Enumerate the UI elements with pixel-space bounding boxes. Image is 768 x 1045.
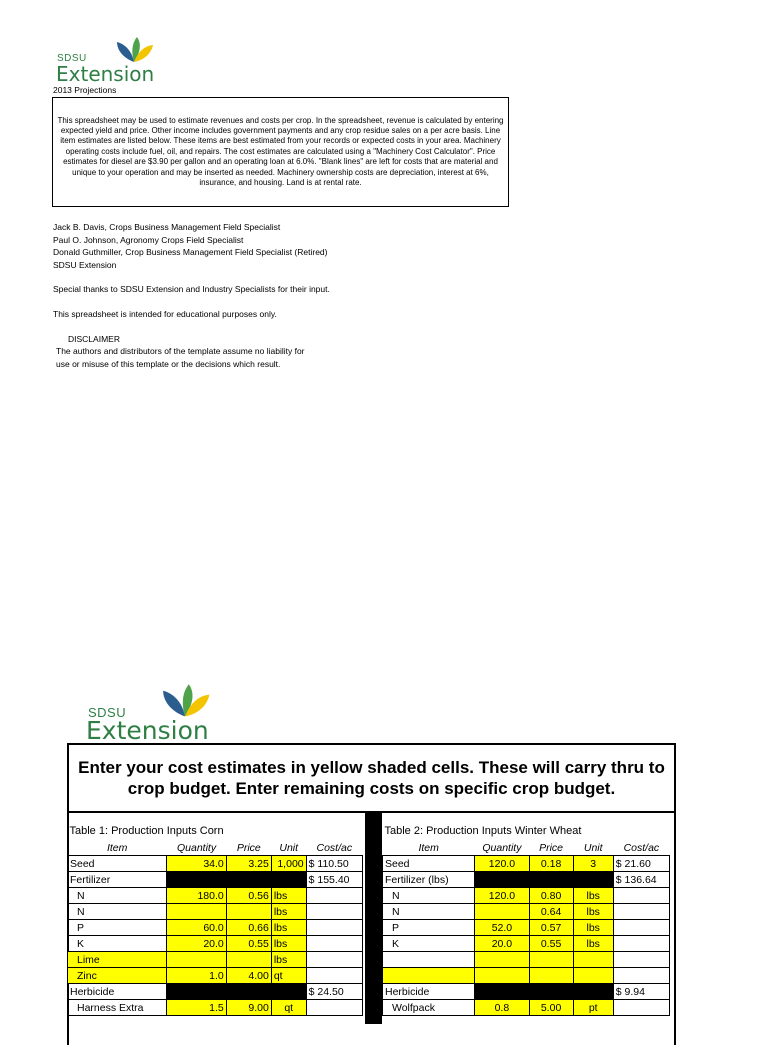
unit-cell[interactable]: 1,000 (271, 856, 306, 872)
table-row (383, 1000, 670, 1016)
item-cell[interactable] (383, 968, 475, 984)
author-line: Donald Guthmiller, Crop Business Management Field Specialist (Retired) (53, 247, 328, 257)
unit-cell[interactable]: lbs (573, 904, 613, 920)
table-row (68, 936, 363, 952)
table-row (68, 968, 363, 984)
cost-cell (613, 888, 669, 904)
quantity-cell[interactable]: 120.0 (475, 856, 529, 872)
item-cell: P (68, 920, 167, 936)
table-row (383, 952, 670, 968)
cost-cell (613, 920, 669, 936)
author-credits (53, 221, 327, 271)
cost-cell (613, 936, 669, 952)
sdsu-extension-logo-top (55, 36, 165, 86)
table-separator (365, 813, 382, 1024)
author-line: Paul O. Johnson, Agronomy Crops Field Specialist (53, 234, 244, 245)
blacked-cell (167, 984, 306, 1000)
table-row (383, 920, 670, 936)
unit-cell[interactable]: lbs (271, 888, 306, 904)
item-cell[interactable]: Lime (68, 952, 167, 968)
column-header: Cost/ac (306, 840, 362, 856)
price-cell[interactable] (529, 968, 573, 984)
item-cell[interactable]: Zinc (68, 968, 167, 984)
item-cell: N (68, 888, 167, 904)
price-cell[interactable]: 5.00 (529, 1000, 573, 1016)
price-cell[interactable] (226, 904, 271, 920)
quantity-cell[interactable]: 34.0 (167, 856, 226, 872)
table-row (68, 904, 363, 920)
price-cell[interactable]: 0.80 (529, 888, 573, 904)
price-cell[interactable]: 0.64 (529, 904, 573, 920)
item-cell: N (383, 888, 475, 904)
disclaimer-line: use or misuse of this template or the decisions which result. (56, 359, 281, 369)
quantity-cell[interactable] (167, 952, 226, 968)
unit-cell[interactable]: lbs (573, 936, 613, 952)
table-title: Table 2: Production Inputs Winter Wheat (384, 825, 582, 837)
logo-sdsu-text: SDSU (57, 53, 87, 64)
cost-cell: $ 110.50 (306, 856, 362, 872)
item-cell: Wolfpack (383, 1000, 475, 1016)
table-row (68, 952, 363, 968)
column-header: Quantity (167, 840, 226, 856)
wheat-inputs-table (382, 822, 670, 1016)
row-label: Herbicide (68, 984, 167, 1000)
cost-cell: $ 155.40 (306, 872, 362, 888)
blacked-cell (475, 984, 613, 1000)
price-cell[interactable]: 4.00 (226, 968, 271, 984)
table-row (383, 936, 670, 952)
price-cell[interactable]: 0.66 (226, 920, 271, 936)
cost-cell: $ 9.94 (613, 984, 669, 1000)
quantity-cell[interactable]: 60.0 (167, 920, 226, 936)
quantity-cell[interactable] (475, 968, 529, 984)
author-line: SDSU Extension (53, 259, 117, 270)
item-cell: K (383, 936, 475, 952)
quantity-cell[interactable]: 20.0 (167, 936, 226, 952)
item-cell: K (68, 936, 167, 952)
item-cell: N (383, 904, 475, 920)
cost-cell (306, 1000, 362, 1016)
item-cell: P (383, 920, 475, 936)
price-cell[interactable]: 3.25 (226, 856, 271, 872)
corn-inputs-table (67, 822, 363, 1016)
column-header: Quantity (475, 840, 529, 856)
quantity-cell[interactable]: 120.0 (475, 888, 529, 904)
leaf-logo-icon (113, 36, 155, 64)
unit-cell[interactable]: lbs (271, 920, 306, 936)
quantity-cell[interactable]: 1.0 (167, 968, 226, 984)
unit-cell[interactable]: pt (573, 1000, 613, 1016)
price-cell[interactable] (529, 952, 573, 968)
quantity-cell[interactable]: 0.8 (475, 1000, 529, 1016)
table-row (383, 968, 670, 984)
cost-cell (306, 936, 362, 952)
column-header: Price (226, 840, 271, 856)
instruction-banner: Enter your cost estimates in yellow shaded cells. These will carry thru to crop budget. Enter remaining costs on specific crop budget. (69, 745, 674, 813)
cost-cell (613, 968, 669, 984)
price-cell[interactable] (226, 952, 271, 968)
column-header: Price (529, 840, 573, 856)
table-row (68, 1000, 363, 1016)
table-row (383, 872, 670, 888)
unit-cell[interactable]: lbs (573, 888, 613, 904)
unit-cell[interactable] (573, 968, 613, 984)
disclaimer-title: DISCLAIMER (68, 334, 120, 344)
row-label: Seed (68, 856, 167, 872)
table-row (68, 872, 363, 888)
quantity-cell[interactable] (475, 904, 529, 920)
table-row (383, 904, 670, 920)
price-cell[interactable]: 0.55 (226, 936, 271, 952)
price-cell[interactable]: 0.56 (226, 888, 271, 904)
cost-cell: $ 136.64 (613, 872, 669, 888)
intro-text: This spreadsheet may be used to estimate revenues and costs per crop. In the spreadsheet, revenue is calculated by entering expected yield and price. Other income includes government payments and any crop residue sales on a per acre basis. Line item estimates are listed below. These items are best estimated from your records or expected costs in your area. Machinery operating costs include fuel, oil, and repairs. The cost estimates are calculated using a "Machinery Cost Calculator". Price estimates for diesel are $3.90 per gallon and an operating loan at 6.0%. "Blank lines" are left for costs that are material and unique to your operation and may be inserted as needed. Machinery ownership costs are depreciation, interest at 6%, insurance, and housing. Land is at rental rate. (57, 115, 504, 188)
price-cell[interactable]: 0.55 (529, 936, 573, 952)
logo-extension-text: Extension (86, 716, 209, 745)
quantity-cell[interactable]: 20.0 (475, 936, 529, 952)
logo-extension-text: Extension (56, 62, 155, 86)
row-label: Fertilizer (lbs) (383, 872, 475, 888)
item-cell: Harness Extra (68, 1000, 167, 1016)
price-cell[interactable]: 9.00 (226, 1000, 271, 1016)
projection-label: 2013 Projections (53, 85, 117, 95)
unit-cell[interactable]: qt (271, 968, 306, 984)
table-row (68, 920, 363, 936)
item-cell: N (68, 904, 167, 920)
intro-description-box (52, 97, 509, 207)
author-line: Jack B. Davis, Crops Business Management Field Specialist (53, 222, 281, 232)
cost-cell: $ 21.60 (613, 856, 669, 872)
unit-cell[interactable]: lbs (271, 952, 306, 968)
cost-cell (613, 952, 669, 968)
cost-cell (306, 968, 362, 984)
blacked-cell (475, 872, 613, 888)
row-label: Seed (383, 856, 475, 872)
unit-cell[interactable]: lbs (573, 920, 613, 936)
unit-cell[interactable]: qt (271, 1000, 306, 1016)
table-title: Table 1: Production Inputs Corn (69, 825, 224, 837)
column-header: Unit (271, 840, 306, 856)
price-cell[interactable]: 0.57 (529, 920, 573, 936)
column-header: Item (68, 840, 167, 856)
quantity-cell[interactable] (475, 952, 529, 968)
cost-cell (613, 1000, 669, 1016)
cost-cell (306, 888, 362, 904)
row-label: Herbicide (383, 984, 475, 1000)
column-header: Unit (573, 840, 613, 856)
sdsu-extension-logo-bottom (86, 683, 226, 743)
item-cell (383, 952, 475, 968)
unit-cell[interactable]: 3 (573, 856, 613, 872)
cost-cell: $ 24.50 (306, 984, 362, 1000)
disclaimer-line: The authors and distributors of the template assume no liability for (56, 346, 305, 356)
quantity-cell[interactable]: 52.0 (475, 920, 529, 936)
price-cell[interactable]: 0.18 (529, 856, 573, 872)
purpose-text: This spreadsheet is intended for educational purposes only. (53, 309, 277, 319)
quantity-cell[interactable]: 180.0 (167, 888, 226, 904)
table-row (383, 856, 670, 872)
table-row (383, 888, 670, 904)
column-header: Item (383, 840, 475, 856)
table-row (68, 888, 363, 904)
thanks-text: Special thanks to SDSU Extension and Industry Specialists for their input. (53, 284, 330, 294)
row-label: Fertilizer (68, 872, 167, 888)
leaf-logo-icon (158, 683, 212, 719)
logo-sdsu-text: SDSU (88, 705, 127, 720)
cost-cell (306, 904, 362, 920)
cost-cell (306, 952, 362, 968)
unit-cell[interactable]: lbs (271, 904, 306, 920)
cost-cell (306, 920, 362, 936)
column-header: Cost/ac (613, 840, 669, 856)
table-row (68, 856, 363, 872)
table-row (383, 984, 670, 1000)
unit-cell[interactable]: lbs (271, 936, 306, 952)
blacked-cell (167, 872, 306, 888)
quantity-cell[interactable] (167, 904, 226, 920)
quantity-cell[interactable]: 1.5 (167, 1000, 226, 1016)
unit-cell[interactable] (573, 952, 613, 968)
table-row (68, 984, 363, 1000)
cost-cell (613, 904, 669, 920)
